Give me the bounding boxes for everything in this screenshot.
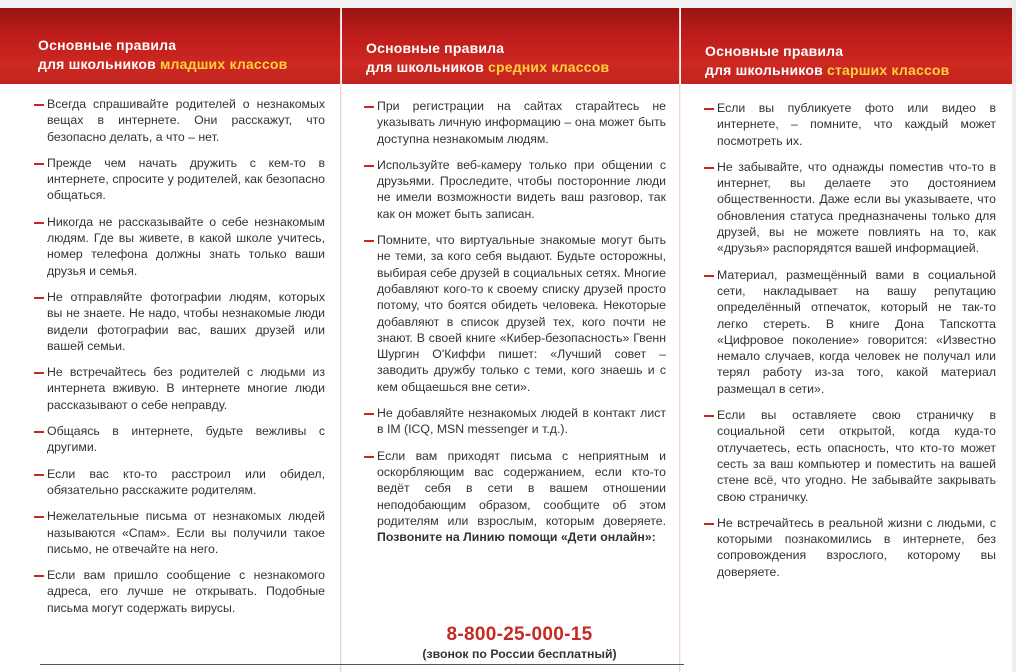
helpline-phone-note: (звонок по России бесплатный) xyxy=(422,647,617,661)
rule-item-helpline xyxy=(367,448,666,546)
panel-middle xyxy=(341,8,680,672)
rule-text: Не встречайтесь без родителей с людьми из интернета вживую. В интернете многие люди рассказывают о себе неправду. xyxy=(47,365,325,412)
heading-line2: для школьников xyxy=(366,59,488,75)
rule-item xyxy=(367,232,666,395)
panel-heading xyxy=(38,36,335,74)
rule-item xyxy=(37,155,325,204)
rule-item xyxy=(37,508,325,557)
rule-text: Не забывайте, что однажды поместив что-то в интернет, вы делаете это достоянием общественности. Даже если вы указываете, что обновления статуса предназначены только для друзей, вы не можете повлиять на то, как «друзья» распорядятся вашей информацией. xyxy=(717,159,996,256)
bullet-dash-icon xyxy=(364,413,374,415)
bullet-dash-icon xyxy=(704,415,714,417)
heading-line2: для школьников xyxy=(705,62,827,78)
fold-line xyxy=(340,8,342,672)
scan-top-margin xyxy=(0,0,1016,8)
rule-text: Общаясь в интернете, будьте вежливы с другими. xyxy=(47,424,325,455)
rule-text: Не встречайтесь в реальной жизни с людьми, с которыми познакомились в интернете, без сопровождения взрослого, которому вы доверяете. xyxy=(717,515,996,579)
heading-highlight: младших классов xyxy=(159,56,288,72)
bullet-dash-icon xyxy=(704,275,714,277)
bullet-dash-icon xyxy=(34,104,44,106)
bullet-dash-icon xyxy=(34,372,44,374)
rule-text: Прежде чем начать дружить с кем-то в интернете, спросите у родителей, как безопасно общаться. xyxy=(47,155,325,203)
scan-right-edge xyxy=(1012,0,1016,672)
rule-text: Материал, размещённый вами в социальной сети, накладывает на вашу репутацию определённый отпечаток, который не так-то легко стереть. В книге Дона Тапскотта «Цифровое поколение» говорится: «Известно немало случаев, когда человек не получал или терял работу из-за того, какой материал размещал в сети». xyxy=(717,267,996,396)
rules-list xyxy=(367,98,666,547)
rules-list xyxy=(707,100,996,590)
rule-item xyxy=(707,267,996,397)
bullet-dash-icon xyxy=(34,297,44,299)
rule-item xyxy=(367,98,666,147)
rule-item xyxy=(707,159,996,257)
rule-text: Никогда не рассказывайте о себе незнакомым людям. Где вы живете, в какой школе учитесь, номер телефона должны знать только ваши друзья и семья. xyxy=(47,214,325,278)
heading-highlight: старших классов xyxy=(826,62,950,78)
rule-text: Если вам пришло сообщение с незнакомого адреса, его лучше не открывать. Подобные письма могут содержать вирусы. xyxy=(47,568,325,615)
heading-line1: Основные правила xyxy=(366,40,505,56)
rule-text: Используйте веб-камеру только при общении с друзьями. Проследите, чтобы посторонние люди не имели возможности видеть ваш разговор, так как он может быть записан. xyxy=(377,157,666,221)
rules-list xyxy=(37,96,325,626)
bullet-dash-icon xyxy=(34,431,44,433)
rule-text: Если вы оставляете свою страничку в социальной сети открытой, когда куда-то отлучаетесь, есть опасность, что кто-то может сесть за ваш компьютер и поместить на вашей стене всё, что угодно. Не забывайте закрывать свою страничку. xyxy=(717,408,996,504)
bullet-dash-icon xyxy=(34,163,44,165)
rule-item xyxy=(367,157,666,222)
rule-item xyxy=(37,289,325,354)
rule-item xyxy=(37,567,325,616)
helpline-callout: Позвоните на Линию помощи «Дети онлайн»: xyxy=(377,530,656,545)
rule-text: Не отправляйте фотографии людям, которых вы не знаете. Не надо, чтобы незнакомые люди видели фотографии вас, ваших друзей или вашей семьи. xyxy=(47,289,325,353)
fold-line xyxy=(679,8,681,672)
rule-text: Если вас кто-то расстроил или обидел, обязательно расскажите родителям. xyxy=(47,466,325,497)
panel-junior xyxy=(0,8,341,672)
helpline-phone-number[interactable]: 8-800-25-000-15 xyxy=(446,624,593,645)
rule-item xyxy=(707,515,996,580)
rule-text: Если вам приходят письма с неприятным и оскорбляющим вас содержанием, если кто-то ведёт себя в сети в вашем отношении неподобающим образом, сообщите об этом родителям или взрослым, которым доверяете. xyxy=(377,448,666,528)
rule-item xyxy=(37,214,325,279)
bullet-dash-icon xyxy=(34,222,44,224)
rule-text: При регистрации на сайтах старайтесь не указывать личную информацию – она может быть доступна незнакомым людям. xyxy=(377,99,666,146)
heading-line1: Основные правила xyxy=(705,43,844,59)
rule-item xyxy=(37,466,325,499)
rule-item xyxy=(37,96,325,145)
panel-heading xyxy=(366,39,674,77)
bullet-dash-icon xyxy=(704,108,714,110)
bullet-dash-icon xyxy=(34,474,44,476)
heading-line2: для школьников xyxy=(38,56,160,72)
rule-item xyxy=(707,407,996,505)
panel-heading xyxy=(705,42,1006,80)
rule-item xyxy=(37,364,325,413)
bullet-dash-icon xyxy=(364,456,374,458)
bullet-dash-icon xyxy=(364,240,374,242)
rule-item xyxy=(367,405,666,438)
bottom-rule-line xyxy=(40,664,684,665)
bullet-dash-icon xyxy=(704,523,714,525)
panel-senior xyxy=(680,8,1012,672)
rule-text: Всегда спрашивайте родителей о незнакомых вещах в интернете. Они расскажут, что безопасно делать, а что – нет. xyxy=(47,97,325,144)
bullet-dash-icon xyxy=(34,516,44,518)
heading-line1: Основные правила xyxy=(38,37,177,53)
bullet-dash-icon xyxy=(34,575,44,577)
rule-item xyxy=(707,100,996,149)
bullet-dash-icon xyxy=(704,167,714,169)
rule-text: Нежелательные письма от незнакомых людей называются «Спам». Если вы получили такое письмо, не отвечайте на него. xyxy=(47,509,325,556)
bullet-dash-icon xyxy=(364,165,374,167)
helpline-block xyxy=(367,624,666,662)
rule-text: Помните, что виртуальные знакомые могут быть не теми, за кого себя выдают. Будьте осторожны, выбирая себе друзей в социальных сетях. Многие добавляют кого-то к своему списку друзей просто потому, что боятся обидеть человека. Некоторые добавляют в список друзей тех, кого почти не знают. В своей книге «Кибер-безопасность» Гвенн Шургин О'Киффи пишет: «Лучший совет – заводить дружбу только с теми, кого знаешь и с кем общаешься вне сети». xyxy=(377,233,666,394)
rule-item xyxy=(37,423,325,456)
bullet-dash-icon xyxy=(364,106,374,108)
rule-text: Не добавляйте незнакомых людей в контакт лист в IM (ICQ, MSN messenger и т.д.). xyxy=(377,406,666,437)
heading-highlight: средних классов xyxy=(487,59,610,75)
rule-text: Если вы публикуете фото или видео в интернете, – помните, что каждый может посмотреть их. xyxy=(717,101,996,148)
